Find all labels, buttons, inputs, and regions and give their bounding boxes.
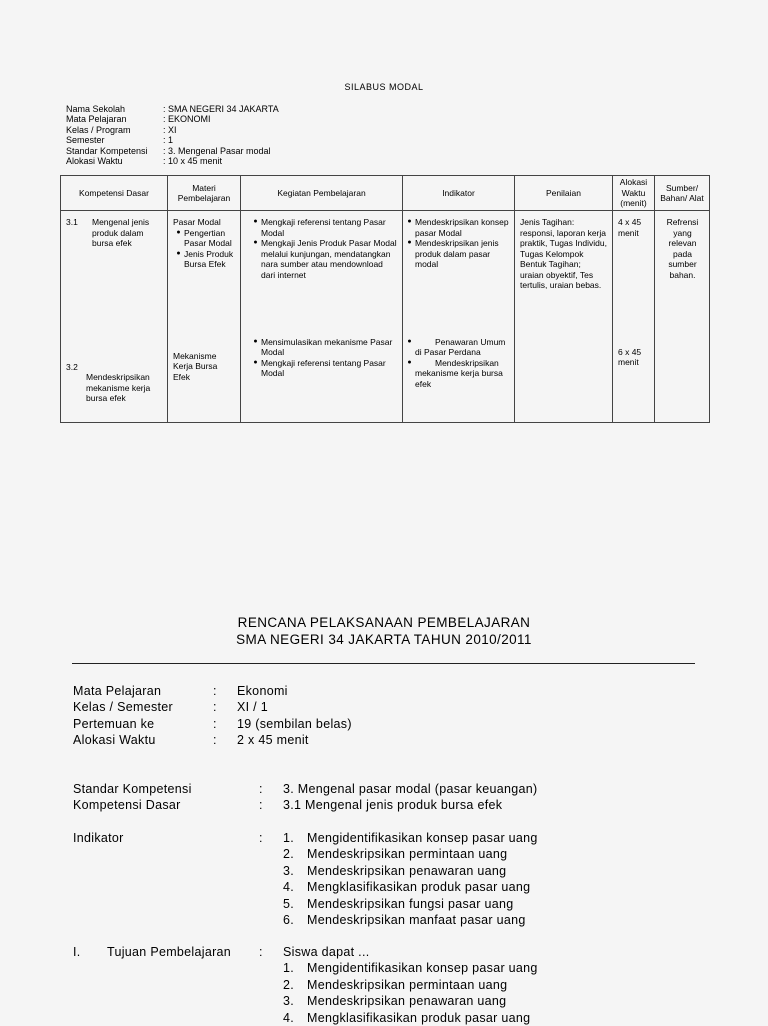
list-item — [250, 217, 398, 238]
info-label: Kompetensi Dasar — [73, 798, 181, 813]
list-item-text: Mengkaji referensi tentang Pasar Modal — [261, 217, 386, 238]
list-item-text: Penawaran Umum di Pasar Perdana — [415, 336, 506, 357]
cell-kompetensi — [61, 211, 168, 337]
item-number: 1. — [283, 831, 295, 845]
list-item — [173, 249, 236, 270]
item-text: Mendeskripsikan penawaran uang — [307, 994, 507, 1009]
bullet-icon: ● — [253, 218, 258, 225]
info-value: : 1 — [163, 135, 174, 146]
list-item-text: Mengkaji Jenis Produk Pasar Modal melalui kunjungan, mendatangkan nara sumber atau mendownload dari internet — [261, 238, 397, 280]
info-label: Alokasi Waktu — [73, 733, 156, 748]
item-number: 3. — [283, 994, 295, 1009]
cell-indikator — [403, 337, 515, 423]
item-text: Mengidentifikasikan konsep pasar uang — [307, 961, 538, 976]
header-indikator: Indikator — [403, 176, 515, 211]
header-alokasi: Alokasi Waktu (menit) — [613, 176, 655, 211]
indikator-list — [283, 830, 538, 928]
rpp-title: RENCANA PELAKSANAAN PEMBELAJARAN — [237, 615, 531, 630]
list-item — [404, 358, 510, 390]
info-row: Indikator : 1. Mengidentifikasikan konsep pasar uang 2. Mendeskripsikan permintaan uang 3. Mendeskripsikan penawaran uang 4. Mengklasifikasikan produk pasar uang 5. Mendeskripsikan fungsi pasar uang 6. Mendeskripsikan manfaat pasar uang — [73, 831, 538, 928]
table-header-row — [61, 176, 710, 211]
materi-text: Mekanisme Kerja Bursa Efek — [173, 350, 218, 382]
info-value: : EKONOMI — [163, 114, 211, 125]
bullet-icon: ● — [407, 239, 412, 246]
info-row — [66, 125, 279, 135]
materi-title: Pasar Modal — [173, 217, 221, 227]
list-item — [404, 337, 510, 358]
info-label: Mata Pelajaran — [66, 114, 127, 125]
info-label: Indikator — [73, 831, 124, 845]
info-value: 19 (sembilan belas) — [237, 716, 352, 731]
info-label: Standar Kompetensi — [66, 145, 148, 156]
penilaian-line: Bentuk Tagihan; — [520, 259, 581, 269]
list-item — [404, 238, 510, 270]
rpp-indikator — [73, 830, 538, 928]
item-text: Mendeskripsikan permintaan uang — [307, 847, 508, 862]
list-item-text: Mensimulasikan mekanisme Pasar Modal — [261, 336, 393, 357]
table-row — [61, 211, 710, 337]
item-text: Mendeskripsikan fungsi pasar uang — [307, 896, 514, 911]
rpp-subtitle: SMA NEGERI 34 JAKARTA TAHUN 2010/2011 — [236, 632, 532, 647]
bullet-icon: ● — [407, 337, 412, 345]
item-number: 4. — [283, 1010, 295, 1025]
list-item — [173, 228, 236, 249]
item-number: 5. — [283, 896, 295, 911]
list-item-text: Jenis Produk Bursa Efek — [184, 248, 234, 269]
list-item-text: Mendeskripsikan mekanisme kerja bursa efek — [415, 357, 503, 389]
info-row: Kompetensi Dasar : 3.1 Mengenal jenis produk bursa efek — [73, 798, 503, 813]
bullet-icon: ● — [253, 337, 258, 345]
divider — [72, 663, 695, 664]
info-label: Semester — [66, 135, 105, 146]
cell-sumber — [655, 211, 710, 337]
rpp-info — [73, 683, 352, 749]
item-number: 3. — [283, 863, 295, 878]
header-kompetensi: Kompetensi Dasar — [61, 176, 168, 211]
info-row — [66, 135, 279, 145]
tujuan-list — [283, 960, 538, 1026]
cell-kegiatan — [241, 211, 403, 337]
info-label: Kelas / Program — [66, 124, 131, 135]
info-row — [66, 104, 279, 114]
list-item-text: Mengkaji referensi tentang Pasar Modal — [261, 357, 386, 378]
alokasi-text: 6 x 45 menit — [618, 346, 642, 367]
info-row: I. Tujuan Pembelajaran : Siswa dapat ... 1. Mengidentifikasikan konsep pasar uang 2. Mendeskripsikan permintaan uang 3. Mendeskripsikan penawaran uang 4. Mengklasifikasikan produk pasar uang — [73, 945, 538, 1025]
list-item — [283, 977, 538, 993]
list-item — [283, 912, 538, 928]
cell-sumber — [655, 337, 710, 423]
info-label: Standar Kompetensi — [73, 782, 192, 796]
bullet-icon: ● — [407, 358, 412, 366]
info-value: 3. Mengenal pasar modal (pasar keuangan) — [283, 782, 538, 796]
list-item — [404, 217, 510, 238]
penilaian-line: uraian obyektif, Tes tertulis, uraian bebas. — [520, 269, 602, 290]
bullet-icon: ● — [253, 358, 258, 366]
header-penilaian: Penilaian — [515, 176, 613, 211]
cell-kegiatan — [241, 337, 403, 423]
cell-materi — [168, 211, 241, 337]
rpp-kompetensi — [73, 781, 538, 814]
item-text: Mendeskripsikan permintaan uang — [307, 977, 508, 992]
item-text: Mengklasifikasikan produk pasar uang — [307, 880, 531, 895]
list-item — [283, 993, 538, 1009]
list-item — [283, 863, 538, 879]
info-value: Ekonomi — [237, 684, 288, 698]
item-number: 1. — [283, 961, 295, 976]
list-item — [283, 960, 538, 976]
list-item-text: Mendeskripsikan jenis produk dalam pasar modal — [415, 238, 499, 269]
info-row — [66, 156, 279, 166]
info-row: Mata Pelajaran : Ekonomi — [73, 684, 288, 698]
list-item — [250, 337, 398, 358]
kompetensi-number: 3.2 — [66, 361, 78, 372]
info-value: : XI — [163, 124, 177, 135]
item-text: Mengklasifikasikan produk pasar uang — [307, 1010, 531, 1025]
cell-penilaian — [515, 211, 613, 337]
info-value: XI / 1 — [237, 700, 268, 715]
kompetensi-number: 3.1 — [66, 217, 78, 227]
sumber-text: Refrensi yang relevan pada sumber bahan. — [666, 217, 699, 280]
kompetensi-text: Mendeskripsikan mekanisme kerja bursa efek — [86, 372, 151, 403]
bullet-icon: ● — [253, 239, 258, 246]
header-kegiatan: Kegiatan Pembelajaran — [241, 176, 403, 211]
item-number: 4. — [283, 880, 295, 895]
item-number: 2. — [283, 977, 295, 992]
bullet-icon: ● — [176, 249, 181, 257]
section-number: I. — [73, 945, 81, 959]
bullet-icon: ● — [407, 218, 412, 225]
item-text: Mengidentifikasikan konsep pasar uang — [307, 831, 538, 845]
info-value: 2 x 45 menit — [237, 733, 309, 748]
info-label: Nama Sekolah — [66, 104, 126, 114]
info-label: Mata Pelajaran — [73, 684, 162, 698]
header-materi: Materi Pembelajaran — [168, 176, 241, 211]
list-item — [283, 846, 538, 862]
list-item — [250, 238, 398, 280]
info-row: Pertemuan ke : 19 (sembilan belas) — [73, 716, 352, 731]
list-item — [283, 896, 538, 912]
info-value: : SMA NEGERI 34 JAKARTA — [163, 104, 279, 114]
silabus-title: SILABUS MODAL — [344, 82, 424, 92]
silabus-table — [60, 175, 710, 423]
info-row: Kelas / Semester : XI / 1 — [73, 700, 268, 715]
cell-materi — [168, 337, 241, 423]
info-label: Kelas / Semester — [73, 700, 173, 715]
section-label: Tujuan Pembelajaran — [107, 945, 232, 959]
alokasi-text: 4 x 45 menit — [618, 217, 642, 238]
info-label: Alokasi Waktu — [66, 156, 123, 167]
cell-kompetensi — [61, 337, 168, 423]
info-row — [66, 114, 279, 124]
info-row: Standar Kompetensi : 3. Mengenal pasar modal (pasar keuangan) — [73, 782, 538, 796]
header-sumber: Sumber/ Bahan/ Alat — [655, 176, 710, 211]
rpp-tujuan — [73, 944, 538, 1026]
list-item — [283, 879, 538, 895]
list-item-text: Mendeskripsikan konsep pasar Modal — [415, 217, 509, 238]
info-label: Pertemuan ke — [73, 716, 155, 731]
penilaian-line: responsi, laporan kerja praktik, Tugas Individu, Tugas Kelompok — [520, 227, 607, 259]
cell-penilaian — [515, 337, 613, 423]
list-item — [283, 830, 538, 846]
info-value: : 3. Mengenal Pasar modal — [163, 145, 271, 156]
list-item — [250, 358, 398, 379]
cell-alokasi — [613, 211, 655, 337]
item-text: Mendeskripsikan manfaat pasar uang — [307, 913, 526, 928]
item-number: 6. — [283, 913, 295, 928]
info-value: 3.1 Mengenal jenis produk bursa efek — [283, 798, 503, 813]
item-text: Mendeskripsikan penawaran uang — [307, 863, 507, 878]
silabus-info — [66, 104, 279, 166]
item-number: 2. — [283, 847, 295, 862]
cell-alokasi — [613, 337, 655, 423]
cell-indikator — [403, 211, 515, 337]
info-row — [66, 146, 279, 156]
penilaian-line: Jenis Tagihan: — [520, 217, 575, 227]
tujuan-intro: Siswa dapat ... — [283, 945, 370, 959]
bullet-icon: ● — [176, 228, 181, 236]
list-item-text: Pengertian Pasar Modal — [184, 227, 232, 248]
kompetensi-text: Mengenal jenis produk dalam bursa efek — [92, 217, 150, 248]
table-row — [61, 337, 710, 423]
info-value: : 10 x 45 menit — [163, 156, 223, 167]
info-row: Alokasi Waktu : 2 x 45 menit — [73, 733, 309, 748]
